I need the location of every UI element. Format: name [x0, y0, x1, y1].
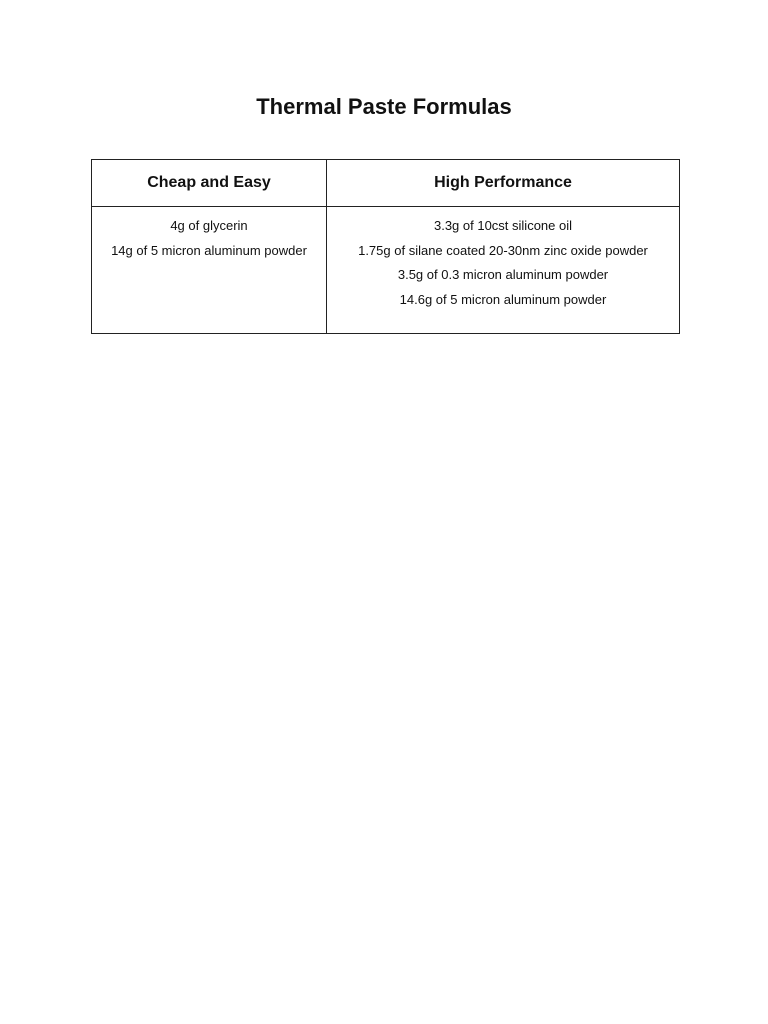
- high-performance-cell: [327, 207, 680, 334]
- ingredient-item: 3.3g of 10cst silicone oil: [433, 218, 573, 233]
- ingredient-item: 14.6g of 5 micron aluminum powder: [399, 291, 607, 307]
- table-row: [92, 207, 680, 334]
- column-header-high-performance: High Performance: [327, 160, 680, 207]
- page-title: Thermal Paste Formulas: [256, 94, 512, 119]
- ingredient-item: 1.75g of silane coated 20-30nm zinc oxide powder: [358, 242, 648, 258]
- ingredient-item: 14g of 5 micron aluminum powder: [111, 242, 307, 258]
- table-header-row: [92, 160, 680, 207]
- formulas-table: [91, 159, 680, 334]
- column-header-cheap-and-easy: Cheap and Easy: [92, 160, 327, 207]
- cheap-and-easy-cell: [92, 207, 327, 334]
- ingredient-item: 3.5g of 0.3 micron aluminum powder: [397, 267, 609, 282]
- ingredient-item: 4g of glycerin: [170, 218, 248, 233]
